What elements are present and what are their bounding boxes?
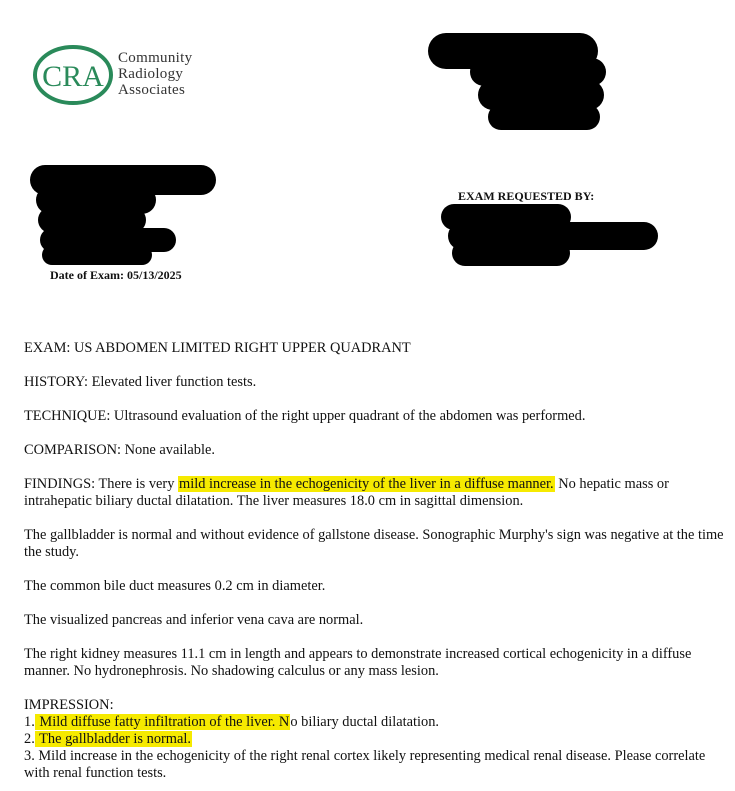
gallbladder-paragraph: The gallbladder is normal and without evidence of gallstone disease. Sonographic Murphy's sign was negative at the time the study. [24,527,724,560]
impression-2-number: 2. [24,731,35,747]
impression-1-highlight: Mild diffuse fatty infiltration of the liver. N [35,714,290,730]
impression-label: IMPRESSION: [24,697,114,713]
impression-1-number: 1. [24,714,35,730]
cbd-line: The common bile duct measures 0.2 cm in diameter. [24,578,326,594]
redaction-block [42,245,152,265]
technique-line: TECHNIQUE: Ultrasound evaluation of the right upper quadrant of the abdomen was performed. [24,408,586,424]
impression-item-2 [24,731,724,748]
logo-line-3: Associates [118,82,186,98]
impression-item-3: 3. Mild increase in the echogenicity of the right renal cortex likely representing medical renal disease. Please correlate with renal function tests. [24,748,706,781]
date-of-exam: Date of Exam: 05/13/2025 [50,268,182,282]
findings-rest: No hepatic mass or intrahepatic biliary ductal dilatation. The liver measures 18.0 cm in sagittal dimension. [24,476,669,509]
pancreas-line: The visualized pancreas and inferior vena cava are normal. [24,612,364,628]
logo-initials: CRA [42,60,104,93]
impression-item-1 [24,714,724,731]
exam-requested-by-label: EXAM REQUESTED BY: [458,189,595,203]
logo-line-2: Radiology [118,66,184,82]
comparison-line: COMPARISON: None available. [24,442,215,458]
logo-line-1: Community [118,50,193,66]
history-line: HISTORY: Elevated liver function tests. [24,374,257,390]
redaction-marks [0,0,735,300]
impression-2-highlight: The gallbladder is normal. [35,731,191,747]
findings-prefix: FINDINGS: There is very [24,476,179,492]
impression-1-rest: o biliary ductal dilatation. [290,714,439,730]
redaction-block [452,240,570,266]
kidney-paragraph: The right kidney measures 11.1 cm in length and appears to demonstrate increased cortical echogenicity in a diffuse manner. No hydronephrosis. No shadowing calculus or any mass lesion. [24,646,692,679]
findings-highlight: mild increase in the echogenicity of the liver in a diffuse manner. [179,476,554,492]
findings-paragraph [24,476,724,510]
exam-line: EXAM: US ABDOMEN LIMITED RIGHT UPPER QUADRANT [24,340,411,356]
report-body [24,340,724,782]
redaction-block [488,104,600,130]
